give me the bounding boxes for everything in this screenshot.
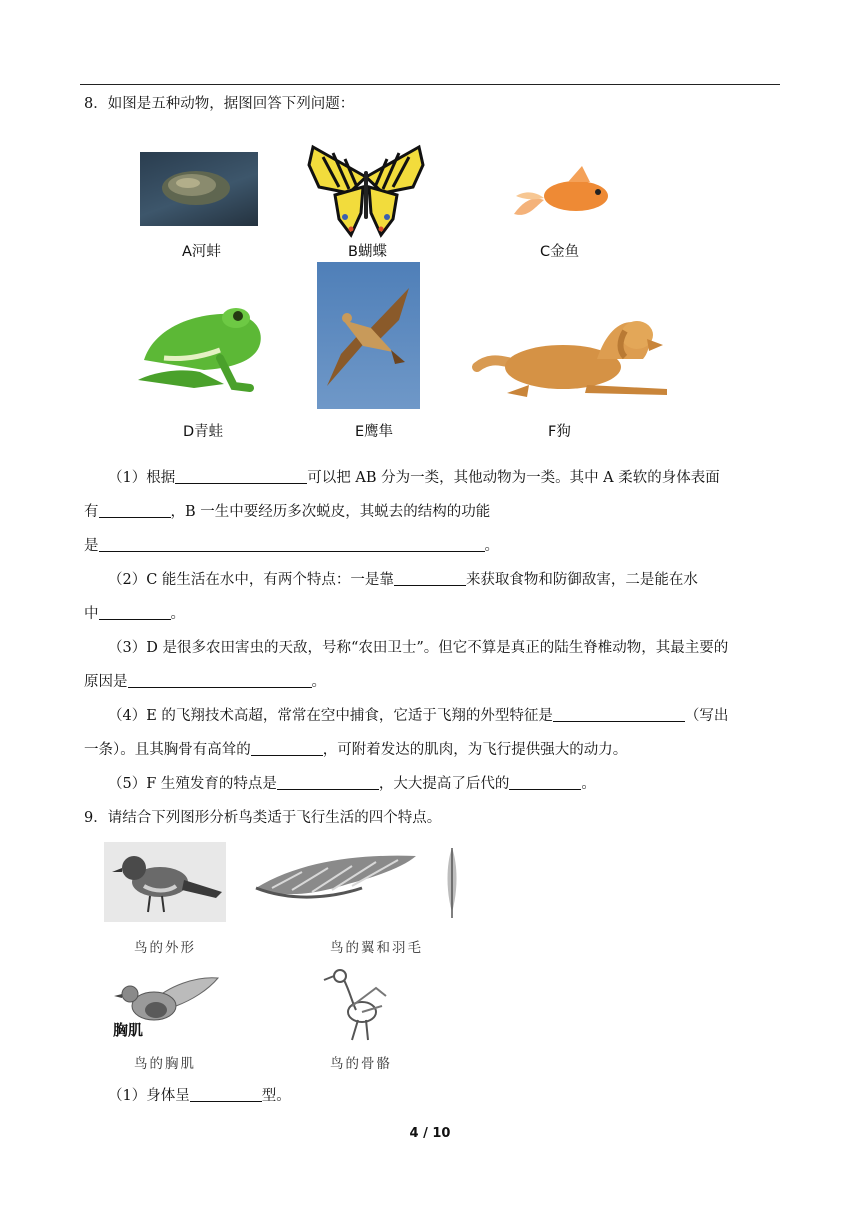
q8-part1-line2: 有 ，B 一生中要经历多次蜕皮，其蜕去的结构的功能 <box>84 504 491 520</box>
answer-blank[interactable] <box>553 707 685 722</box>
goldfish-image <box>510 160 620 234</box>
breast-muscle-label: 胸肌 <box>113 1021 144 1039</box>
q8-part1-line3: 是 。 <box>84 538 499 554</box>
caption-d: D青蛙 <box>183 424 224 440</box>
answer-blank[interactable] <box>175 469 307 484</box>
caption-c: C金鱼 <box>540 244 580 260</box>
q8-part4-line1: （4）E 的飞翔技术高超，常常在空中捕食，它适于飞翔的外型特征是 （写出 <box>108 708 729 724</box>
q8-part4-line2: 一条）。且其胸骨有高耸的 ，可附着发达的肌肉，为飞行提供强大的动力。 <box>84 742 628 758</box>
page-number: 4 / 10 <box>409 1126 451 1141</box>
bird-shape-image <box>104 842 226 922</box>
question-9-title: 9．请结合下列图形分析鸟类适于飞行生活的四个特点。 <box>84 810 442 826</box>
frog-image <box>124 288 276 398</box>
caption-wing-feather: 鸟的翼和羽毛 <box>330 940 423 956</box>
answer-blank[interactable] <box>99 503 171 518</box>
answer-blank[interactable] <box>394 571 466 586</box>
answer-blank[interactable] <box>99 605 171 620</box>
answer-blank[interactable] <box>277 775 379 790</box>
answer-blank[interactable] <box>251 741 323 756</box>
mussel-image <box>140 152 258 226</box>
caption-breast-muscle: 鸟的胸肌 <box>134 1056 196 1072</box>
header-rule <box>80 84 780 85</box>
hawk-image <box>317 262 420 409</box>
caption-a: A河蚌 <box>182 244 221 260</box>
caption-b: B蝴蝶 <box>348 244 387 260</box>
answer-blank[interactable] <box>99 537 485 552</box>
q8-part3-line1: （3）D 是很多农田害虫的天敌，号称“农田卫士”。但它不算是真正的陆生脊椎动物，其最主要的 <box>108 640 729 656</box>
bird-skeleton-image <box>322 962 390 1044</box>
q8-part5: （5）F 生殖发育的特点是 ，大大提高了后代的 。 <box>108 776 596 792</box>
q9-part1: （1）身体呈 型。 <box>108 1088 291 1104</box>
q8-part1-line1: （1）根据 可以把 AB 分为一类，其他动物为一类。其中 A 柔软的身体表面 <box>108 470 720 486</box>
caption-f: F狗 <box>548 424 571 440</box>
answer-blank[interactable] <box>190 1087 262 1102</box>
caption-e: E鹰隼 <box>355 424 394 440</box>
caption-bird-skeleton: 鸟的骨骼 <box>330 1056 392 1072</box>
dog-image <box>467 289 675 403</box>
q8-part2-line2: 中 。 <box>84 606 185 622</box>
feather-image <box>442 846 462 920</box>
butterfly-image <box>305 143 427 241</box>
answer-blank[interactable] <box>509 775 581 790</box>
question-8-title: 8．如图是五种动物，据图回答下列问题： <box>84 96 355 112</box>
q8-part3-line2: 原因是 。 <box>84 674 326 690</box>
q8-part2-line1: （2）C 能生活在水中，有两个特点：一是靠 来获取食物和防御敌害，二是能在水 <box>108 572 698 588</box>
bird-wing-image <box>252 848 420 918</box>
answer-blank[interactable] <box>128 673 312 688</box>
caption-bird-shape: 鸟的外形 <box>134 940 196 956</box>
